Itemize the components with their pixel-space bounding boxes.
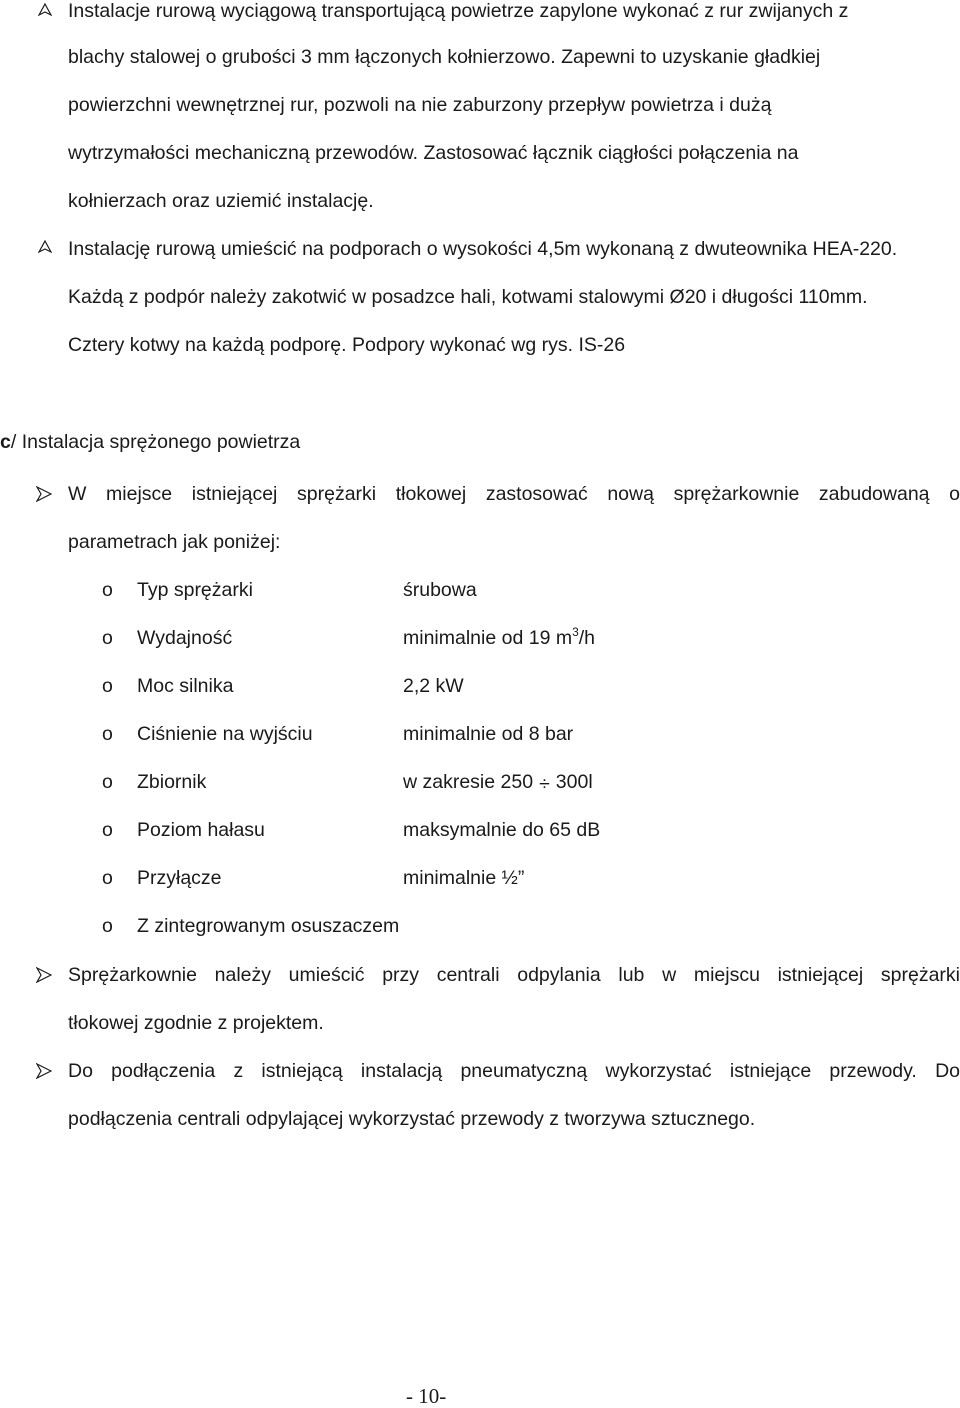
spec-label: Wydajność (137, 627, 233, 649)
paragraph-line: wytrzymałości mechaniczną przewodów. Zastosować łącznik ciągłości połączenia na (68, 142, 799, 164)
list-marker: o (102, 915, 113, 937)
spec-value: 2,2 kW (403, 675, 464, 697)
paragraph-line: Instalację rurową umieścić na podporach o wysokości 4,5m wykonaną z dwuteownika HEA-220. (68, 238, 898, 260)
list-marker: o (102, 819, 113, 841)
spec-value-text: w zakresie 250 (403, 771, 534, 793)
spec-label: Z zintegrowanym osuszaczem (137, 915, 400, 937)
spec-label: Poziom hałasu (137, 819, 265, 841)
paragraph-line: powierzchni wewnętrznej rur, pozwoli na nie zaburzony przepływ powietrza i dużą (68, 94, 772, 116)
paragraph-line: Sprężarkownie należy umieścić przy centrali odpylania lub w miejscu istniejącej sprężarki (68, 964, 960, 986)
paragraph-line: Każdą z podpór należy zakotwić w posadzce hali, kotwami stalowymi Ø20 i długości 110mm. (68, 286, 868, 308)
spec-label: Moc silnika (137, 675, 234, 697)
list-marker: o (102, 627, 113, 649)
paragraph-line: Cztery kotwy na każdą podporę. Podpory wykonać wg rys. IS-26 (68, 334, 626, 356)
paragraph-line: parametrach jak poniżej: (68, 531, 281, 553)
spec-label: Zbiornik (137, 771, 207, 793)
paragraph-line: Do podłączenia z istniejącą instalacją pneumatyczną wykorzystać istniejące przewody. Do (68, 1060, 960, 1082)
section-letter: c (0, 431, 11, 453)
spec-label: Przyłącze (137, 867, 222, 889)
arrowhead-icon (36, 1063, 52, 1079)
division-sign-icon: ÷ (539, 773, 550, 795)
spec-label: Typ sprężarki (137, 579, 253, 601)
spec-value: śrubowa (403, 579, 477, 601)
spec-label: Ciśnienie na wyjściu (137, 723, 313, 745)
arrowhead-icon (36, 486, 52, 502)
arrowhead-icon (36, 967, 52, 983)
spec-value-suffix: /h (578, 627, 596, 649)
spec-value-suffix: 300l (555, 771, 593, 793)
airplane-icon (38, 240, 52, 254)
section-heading (0, 430, 300, 454)
spec-value: maksymalnie do 65 dB (403, 819, 601, 841)
list-marker: o (102, 579, 113, 601)
superscript: 3 (572, 624, 579, 639)
paragraph-line: podłączenia centrali odpylającej wykorzystać przewody z tworzywa sztucznego. (68, 1108, 756, 1130)
spec-value (403, 626, 595, 650)
airplane-icon (38, 3, 52, 17)
paragraph-line: Instalacje rurową wyciągową transportującą powietrze zapylone wykonać z rur zwijanych z (68, 0, 849, 22)
paragraph-line: kołnierzach oraz uziemić instalację. (68, 190, 374, 212)
page-number: - 10- (406, 1384, 447, 1408)
paragraph-line: blachy stalowej o grubości 3 mm łączonych kołnierzowo. Zapewni to uzyskanie gładkiej (68, 46, 821, 68)
spec-value (403, 770, 593, 796)
section-title: / Instalacja sprężonego powietrza (10, 431, 301, 453)
paragraph-line: W miejsce istniejącej sprężarki tłokowej zastosować nową sprężarkownie zabudowaną o (68, 483, 960, 505)
spec-value-text: minimalnie od 19 m (403, 627, 573, 649)
list-marker: o (102, 675, 113, 697)
paragraph-line: tłokowej zgodnie z projektem. (68, 1012, 324, 1034)
spec-value: minimalnie ½” (403, 867, 525, 889)
list-marker: o (102, 867, 113, 889)
list-marker: o (102, 771, 113, 793)
list-marker: o (102, 723, 113, 745)
spec-value: minimalnie od 8 bar (403, 723, 574, 745)
